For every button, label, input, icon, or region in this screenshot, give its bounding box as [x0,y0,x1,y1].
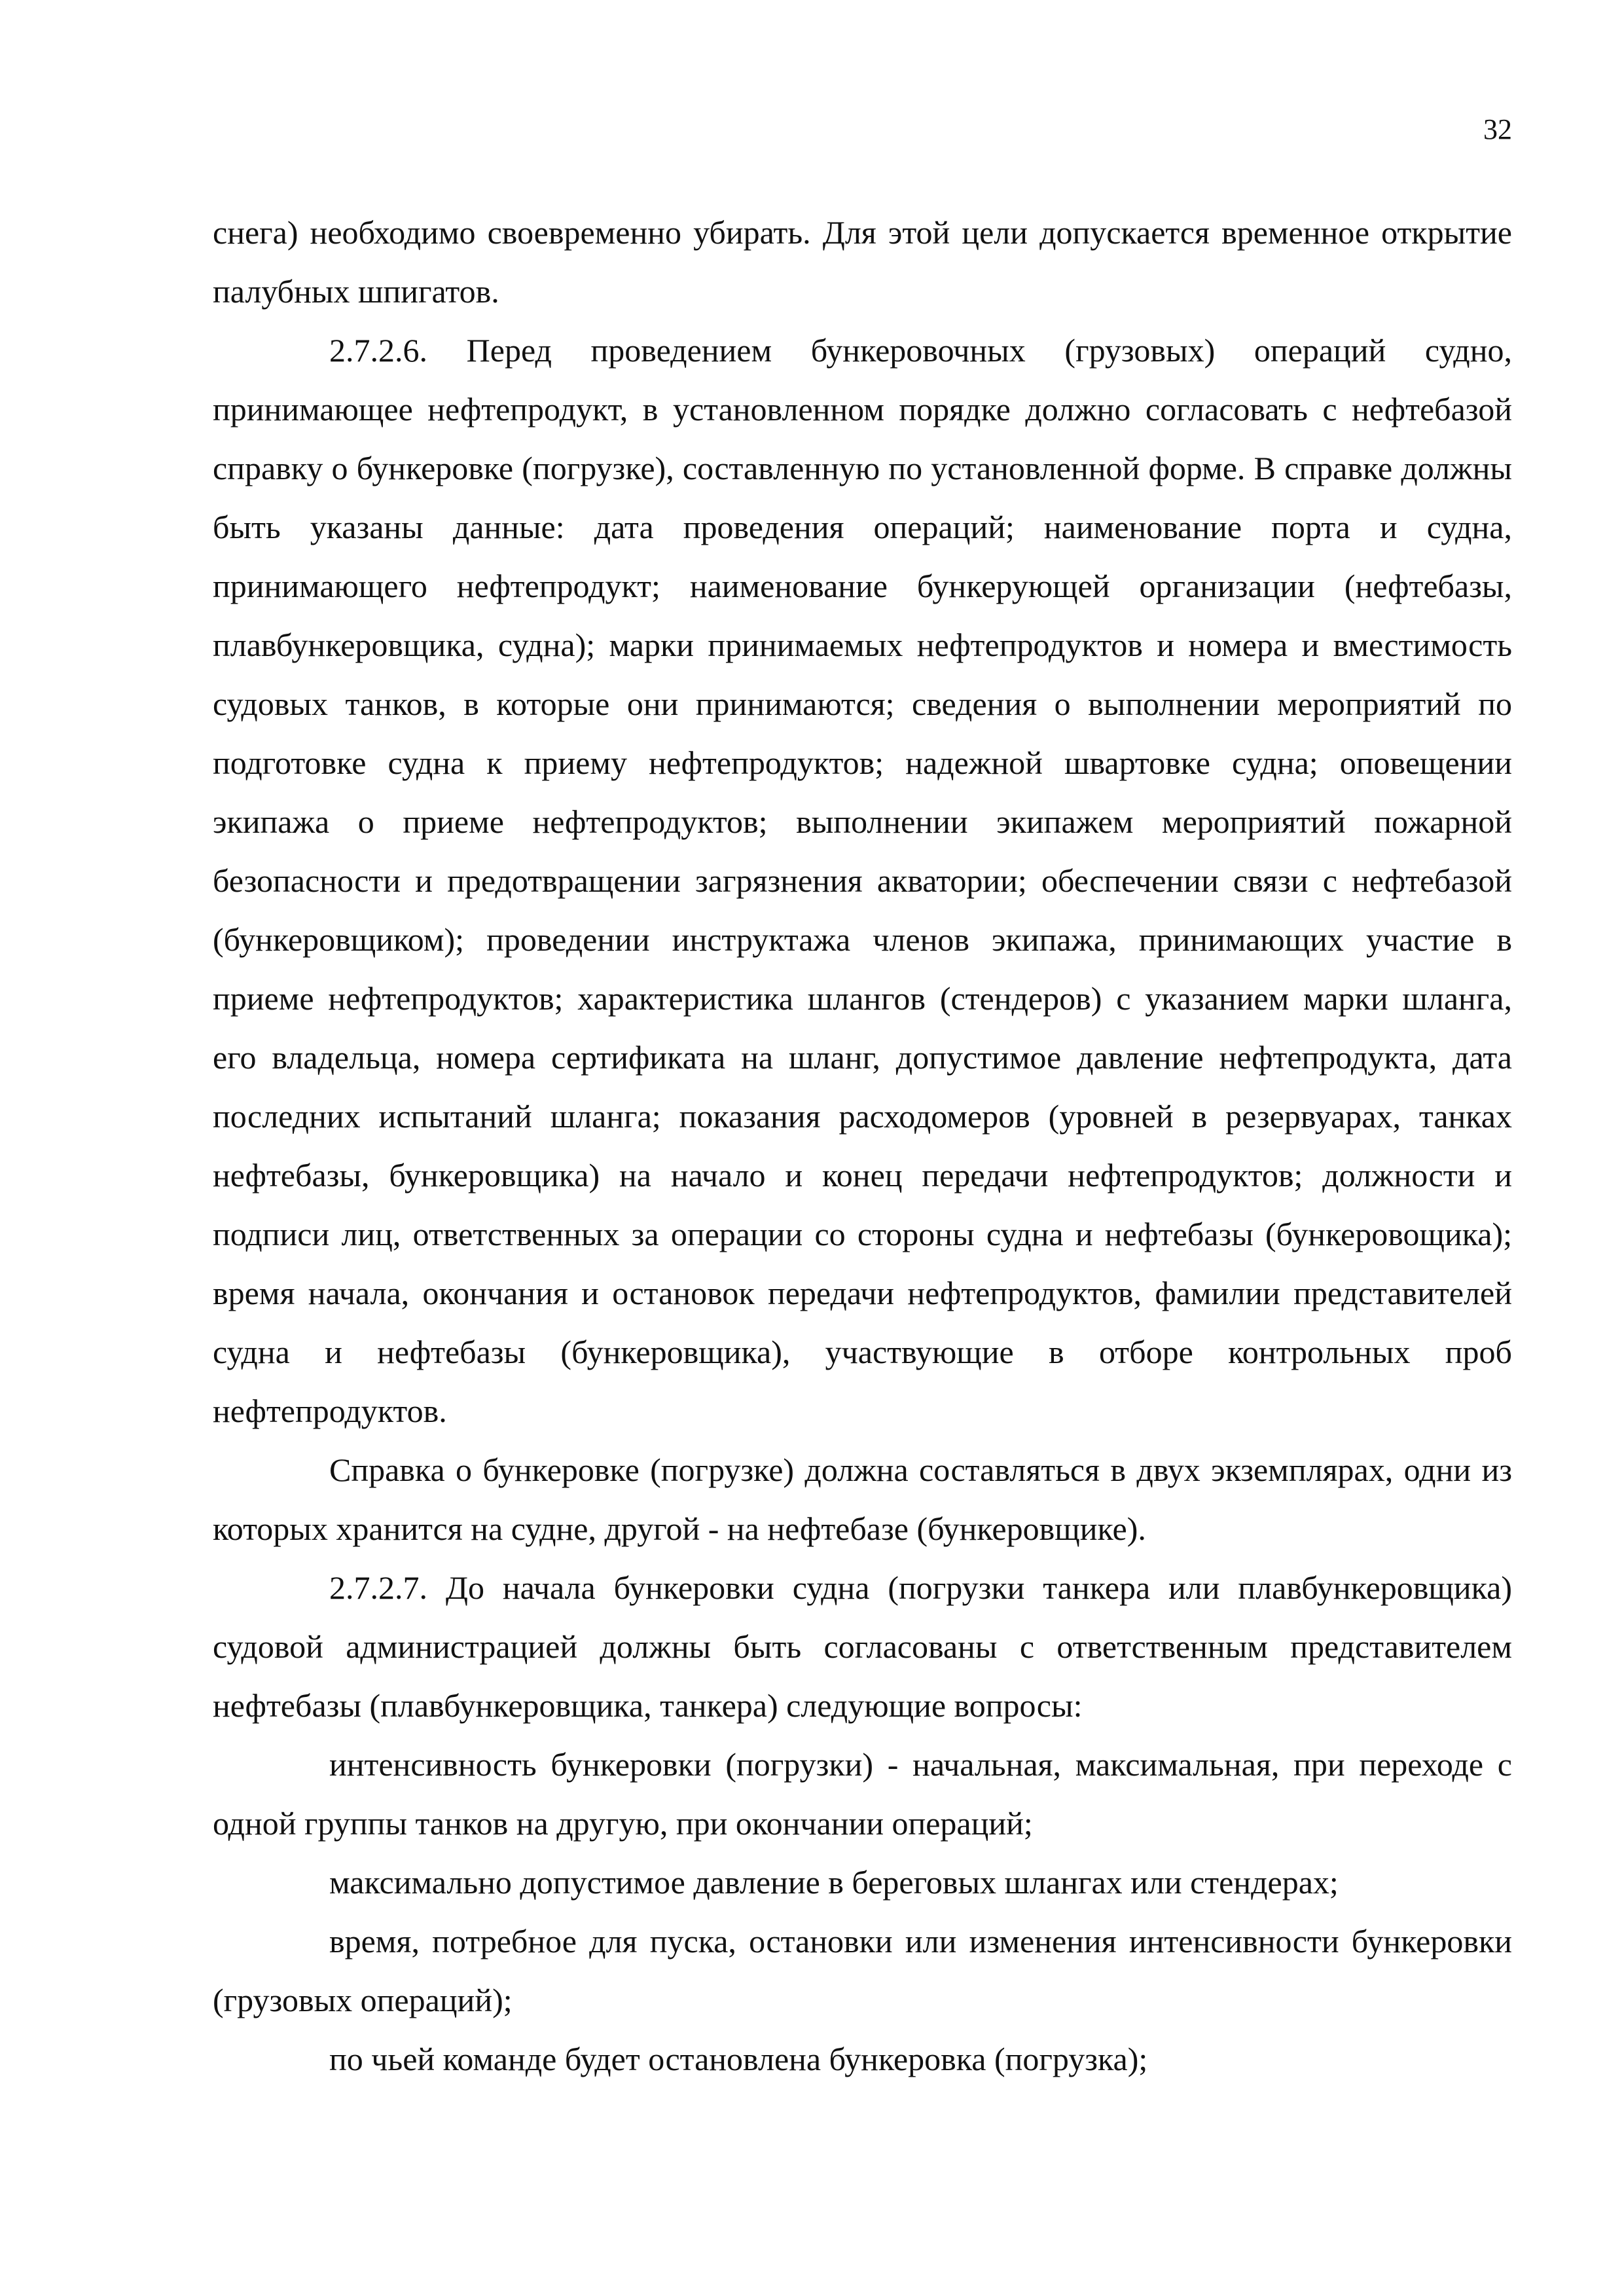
list-item-start-stop-time: время, потребное для пуска, остановки или изменения интенсивности бункеровки (грузовых операций); [213,1923,1512,2018]
document-body [213,203,1512,2088]
paragraph-2-7-2-6: 2.7.2.6. Перед проведением бункеровочных (грузовых) операций судно, принимающее нефтепродукт, в установленном порядке должно согласовать с нефтебазой справку о бункеровке (погрузке), составленную по установленной форме. В справке должны быть указаны данные: дата проведения операций; наименование порта и судна, принимающего нефтепродукт; наименование бункерующей организации (нефтебазы, плавбункеровщика, судна); марки принимаемых нефтепродуктов и номера и вместимость судовых танков, в которые они принимаются; сведения о выполнении мероприятий по подготовке судна к приему нефтепродуктов; надежной швартовке судна; оповещении экипажа о приеме нефтепродуктов; выполнении экипажем мероприятий пожарной безопасности и предотвращении загрязнения акватории; обеспечении связи с нефтебазой (бункеровщиком); проведении инструктажа членов экипажа, принимающих участие в приеме нефтепродуктов; характеристика шлангов (стендеров) с указанием марки шланга, его владельца, номера сертификата на шланг, допустимое давление нефтепродукта, дата последних испытаний шланга; показания расходомеров (уровней в резервуарах, танках нефтебазы, бункеровщика) на начало и конец передачи нефтепродуктов; должности и подписи лиц, ответственных за операции со стороны судна и нефтебазы (бункеровощика); время начала, окончания и остановок передачи нефтепродуктов, фамилии представителей судна и нефтебазы (бункеровщика), участвующие в отборе контрольных проб нефтепродуктов. [213,332,1512,1429]
list-item-stop-command: по чьей команде будет остановлена бункеровка (погрузка); [329,2041,1148,2077]
list-item-max-pressure: максимально допустимое давление в береговых шлангах или стендерах; [329,1864,1339,1901]
paragraph-2-7-2-7: 2.7.2.7. До начала бункеровки судна (погрузки танкера или плавбункеровщика) судовой администрацией должны быть согласованы с ответственным представителем нефтебазы (плавбункеровщика, танкера) следующие вопросы: [213,1569,1512,1724]
paragraph-bunkering-certificate-copies: Справка о бункеровке (погрузке) должна составляться в двух экземплярах, одни из которых хранится на судне, другой - на нефтебазе (бункеровщике). [213,1451,1512,1547]
paragraph-continuation: снега) необходимо своевременно убирать. Для этой цели допускается временное открытие палубных шпигатов. [213,214,1512,310]
list-item-intensity: интенсивность бункеровки (погрузки) - начальная, максимальная, при переходе с одной группы танков на другую, при окончании операций; [213,1746,1512,1842]
page-number: 32 [1483,113,1512,145]
